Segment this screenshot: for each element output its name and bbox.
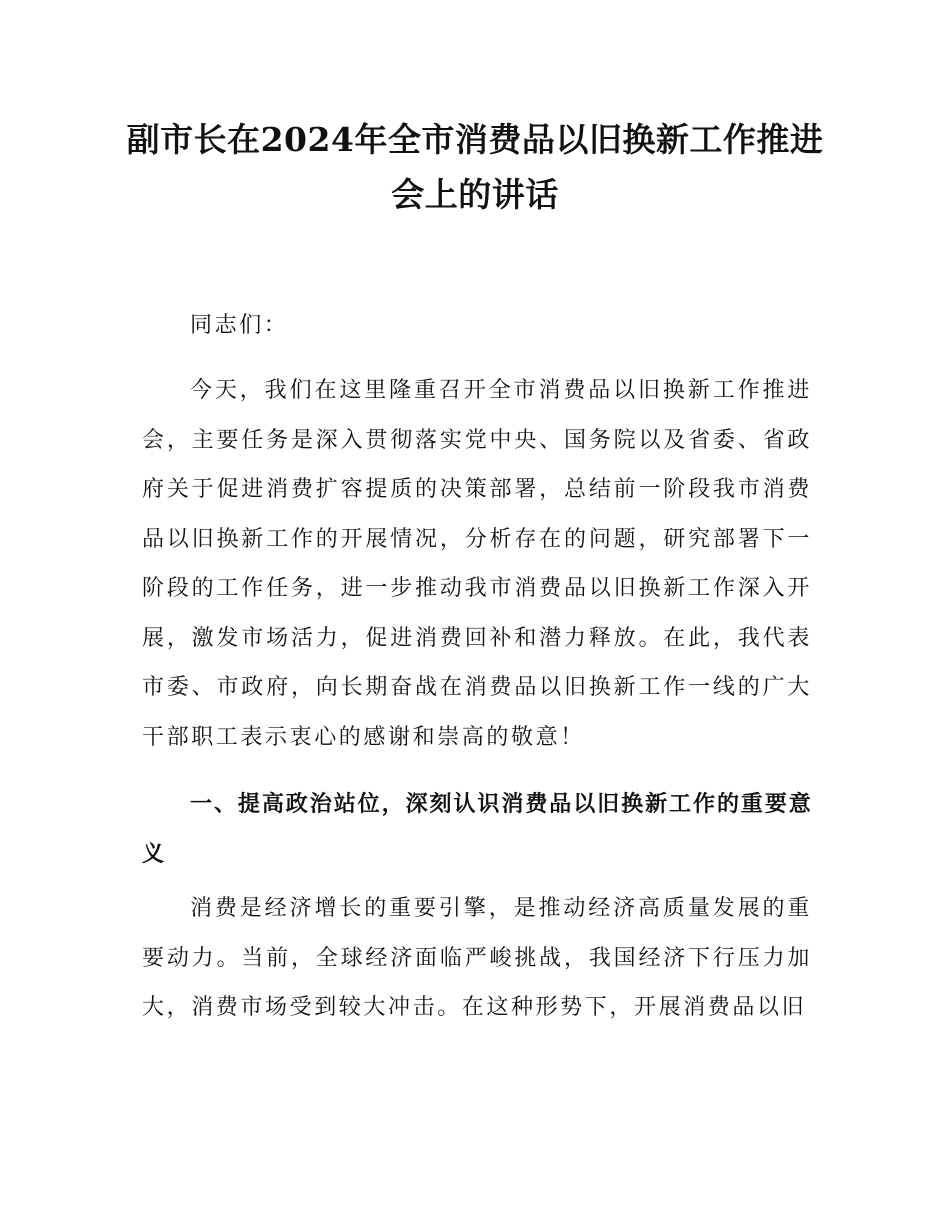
paragraph-consumption: 消费是经济增长的重要引擎，是推动经济高质量发展的重要动力。当前，全球经济面临严峻挑战，我国经济下行压力加大，消费市场受到较大冲击。在这种形势下，开展消费品以旧 [142, 896, 812, 1020]
section-heading-1: 一、提高政治站位，深刻认识消费品以旧换新工作的重要意义 [142, 792, 812, 867]
paragraph-opening: 今天，我们在这里隆重召开全市消费品以旧换新工作推进会，主要任务是深入贯彻落实党中央、国务院以及省委、省政府关于促进消费扩容提质的决策部署，总结前一阶段我市消费品以旧换新工作的开展情况，分析存在的问题，研究部署下一阶段的工作任务，进一步推动我市消费品以旧换新工作深入开展，激发市场活力，促进消费回补和潜力释放。在此，我代表市委、市政府，向长期奋战在消费品以旧换新工作一线的广大干部职工表示衷心的感谢和崇高的敬意！ [142, 378, 812, 750]
document-title: 副市长在2024年全市消费品以旧换新工作推进会上的讲话 [126, 120, 824, 214]
greeting: 同志们： [190, 313, 289, 338]
